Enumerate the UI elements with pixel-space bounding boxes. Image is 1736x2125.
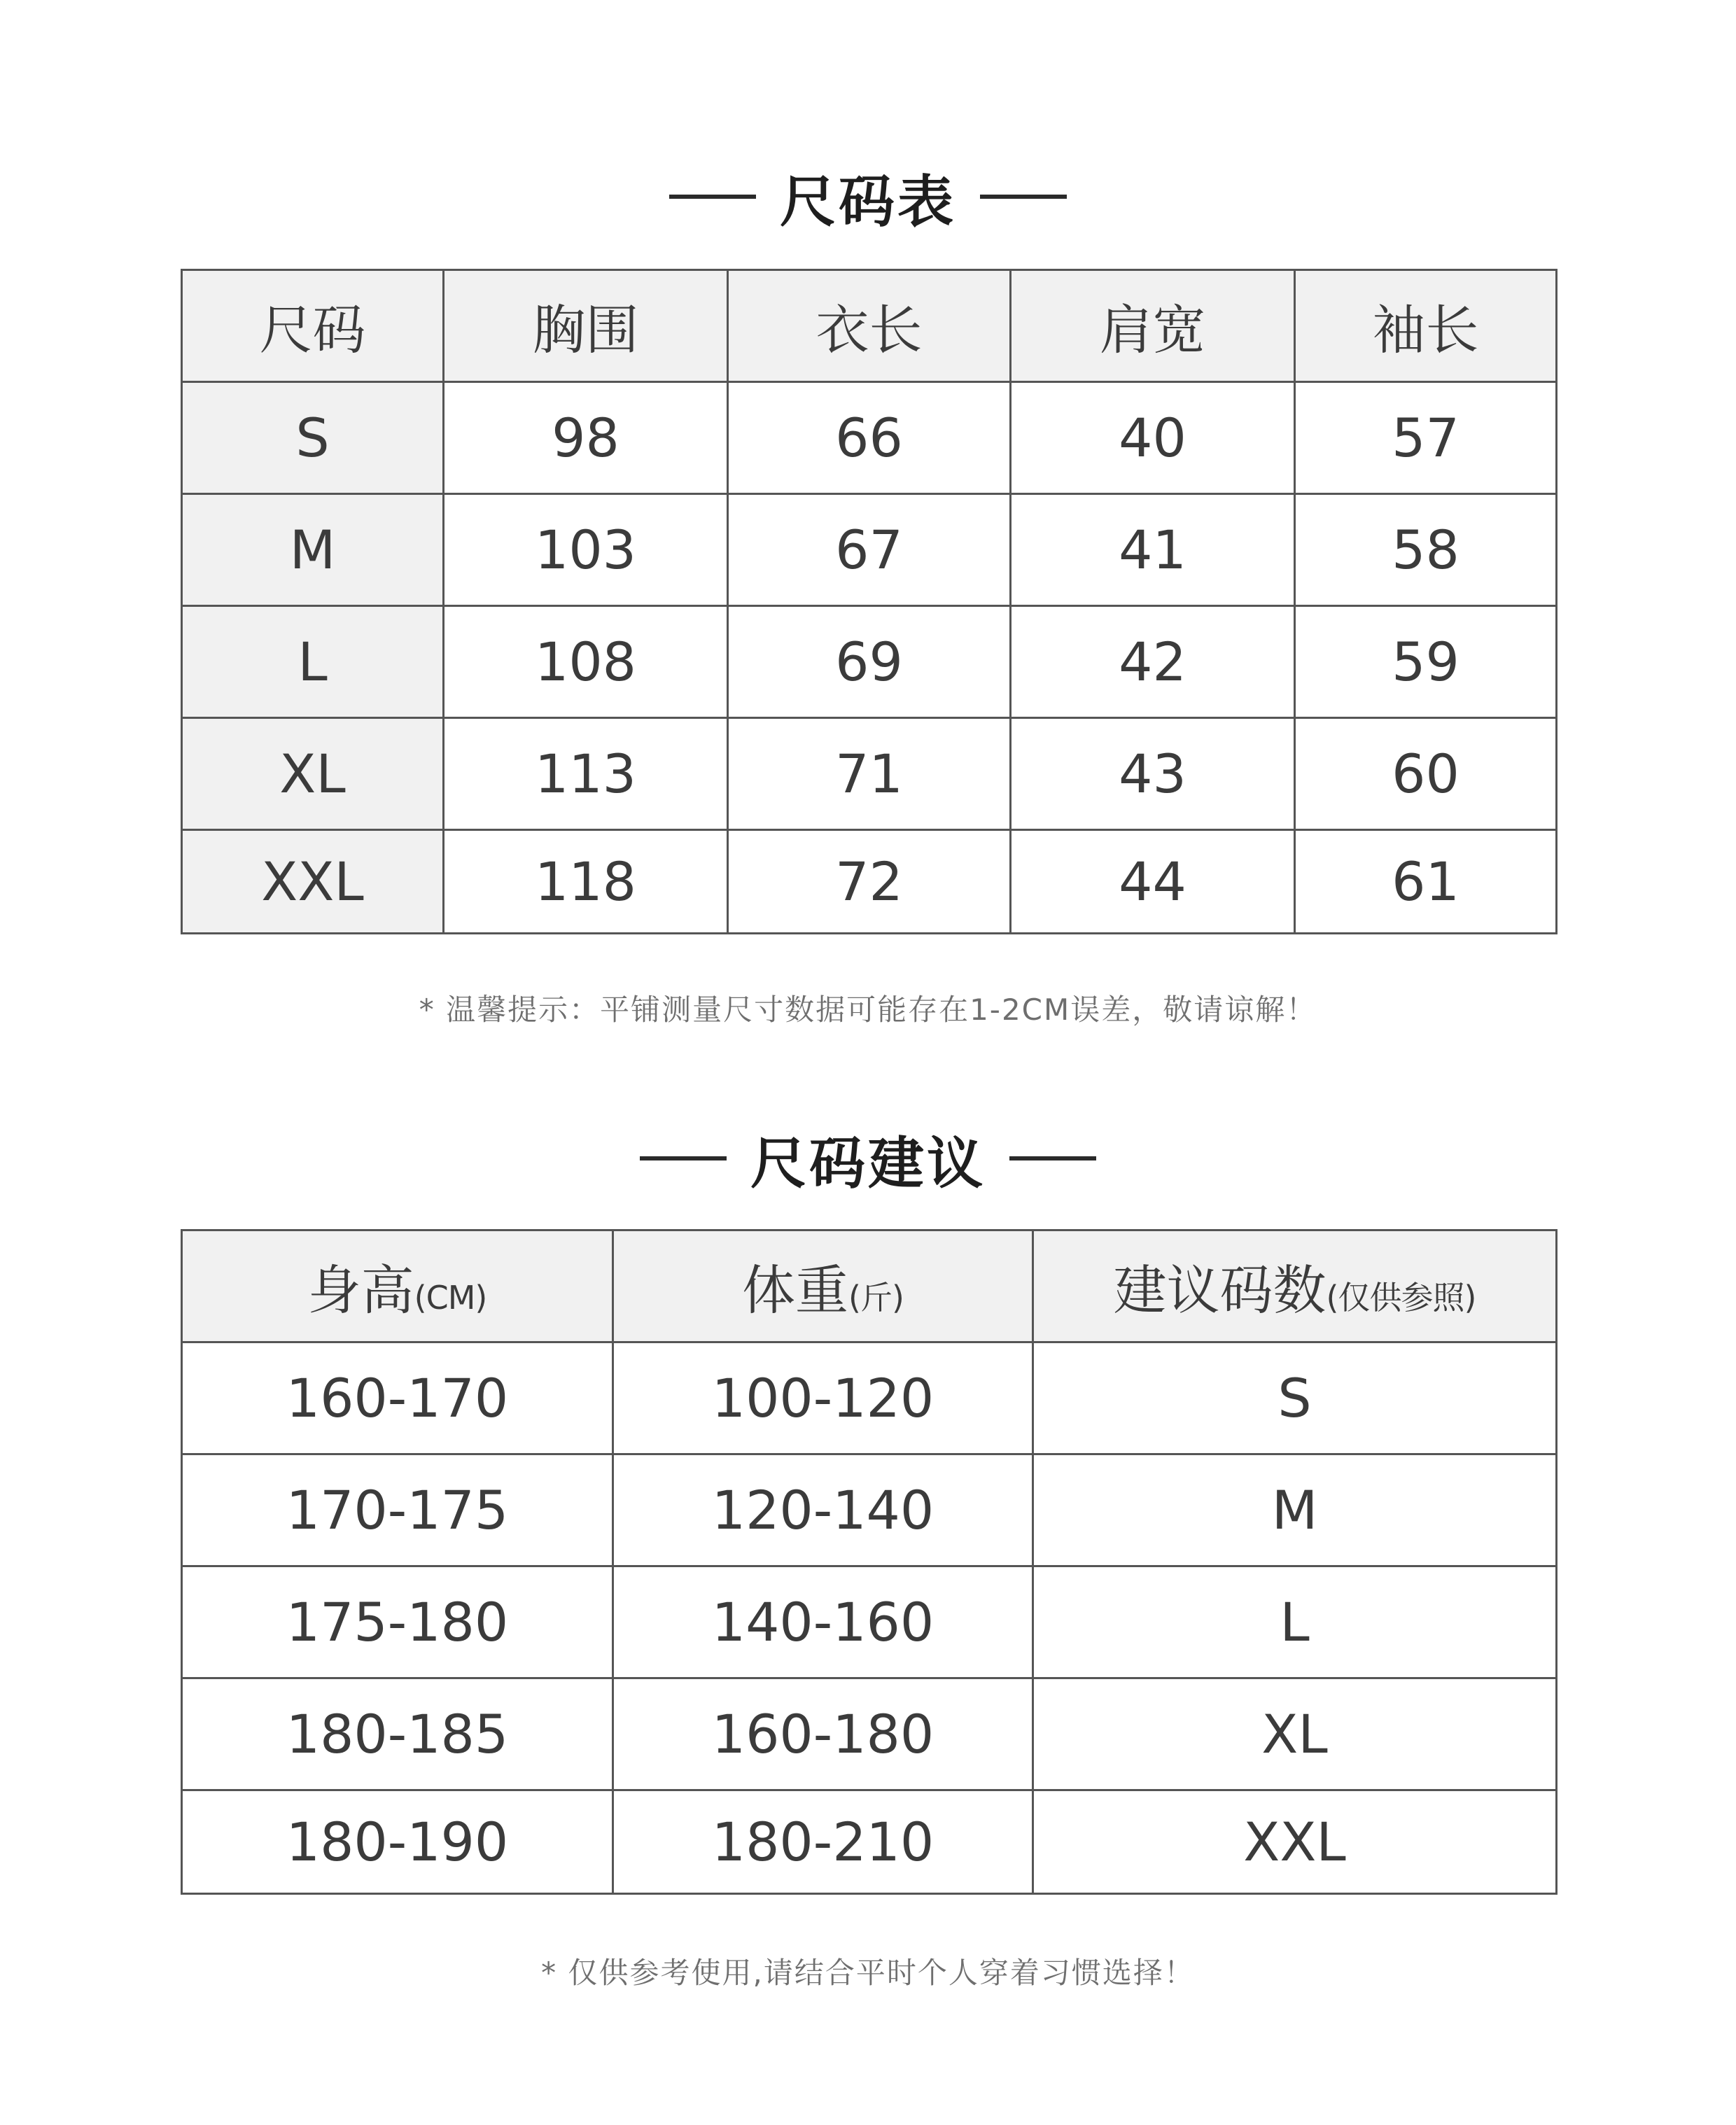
weight-cell: 180-210 <box>613 1790 1033 1894</box>
title-rule-left <box>669 195 756 199</box>
weight-cell: 140-160 <box>613 1566 1033 1678</box>
table-cell: 98 <box>444 382 728 494</box>
title-rule-right <box>1009 1156 1096 1160</box>
size-cell: XL <box>182 718 444 830</box>
size-cell: XXL <box>1033 1790 1557 1894</box>
table-row <box>182 718 1557 830</box>
size-cell: L <box>182 606 444 718</box>
weight-cell: 100-120 <box>613 1342 1033 1454</box>
size-cell: XXL <box>182 830 444 934</box>
size-cell: S <box>1033 1342 1557 1454</box>
size-chart-table <box>181 269 1558 934</box>
size-advice-title-text: 尺码建议 <box>750 1130 986 1196</box>
size-chart-title-text: 尺码表 <box>780 169 956 234</box>
table-row <box>182 1342 1557 1454</box>
table-cell: 71 <box>728 718 1011 830</box>
table-cell: 67 <box>728 494 1011 606</box>
measurement-note: * 温馨提示：平铺测量尺寸数据可能存在1-2CM误差，敬请谅解！ <box>419 993 1317 1027</box>
table-cell: 103 <box>444 494 728 606</box>
header-cell <box>1033 1230 1557 1342</box>
advice-note: * 仅供参考使用,请结合平时个人穿着习惯选择！ <box>541 1956 1195 1990</box>
table-cell: 40 <box>1011 382 1295 494</box>
size-cell: L <box>1033 1566 1557 1678</box>
table-cell: 113 <box>444 718 728 830</box>
table-cell: 72 <box>728 830 1011 934</box>
size-cell: XL <box>1033 1678 1557 1790</box>
size-advice-table <box>181 1229 1558 1895</box>
table-row <box>182 1454 1557 1566</box>
header-label: 身高 <box>307 1259 414 1321</box>
size-cell: M <box>182 494 444 606</box>
table-row <box>182 1678 1557 1790</box>
table-cell: 43 <box>1011 718 1295 830</box>
table-cell: 66 <box>728 382 1011 494</box>
size-chart-title <box>0 158 1736 235</box>
header-cell: 尺码 <box>182 270 444 382</box>
size-chart-header-row <box>182 270 1557 382</box>
table-cell: 61 <box>1295 830 1557 934</box>
table-cell: 57 <box>1295 382 1557 494</box>
table-row <box>182 606 1557 718</box>
size-cell: S <box>182 382 444 494</box>
height-cell: 180-190 <box>182 1790 613 1894</box>
table-row <box>182 382 1557 494</box>
height-cell: 170-175 <box>182 1454 613 1566</box>
header-cell: 衣长 <box>728 270 1011 382</box>
header-unit: (斤) <box>848 1279 904 1317</box>
table-cell: 59 <box>1295 606 1557 718</box>
header-cell <box>182 1230 613 1342</box>
size-advice-header-row <box>182 1230 1557 1342</box>
header-cell: 胸围 <box>444 270 728 382</box>
table-cell: 41 <box>1011 494 1295 606</box>
table-row <box>182 1790 1557 1894</box>
table-cell: 60 <box>1295 718 1557 830</box>
height-cell: 160-170 <box>182 1342 613 1454</box>
height-cell: 180-185 <box>182 1678 613 1790</box>
table-cell: 108 <box>444 606 728 718</box>
table-cell: 42 <box>1011 606 1295 718</box>
title-rule-left <box>640 1156 727 1160</box>
title-rule-right <box>980 195 1067 199</box>
table-cell: 118 <box>444 830 728 934</box>
header-unit: (仅供参照) <box>1326 1279 1476 1317</box>
weight-cell: 160-180 <box>613 1678 1033 1790</box>
header-label: 建议码数 <box>1113 1259 1326 1321</box>
weight-cell: 120-140 <box>613 1454 1033 1566</box>
table-cell: 44 <box>1011 830 1295 934</box>
size-cell: M <box>1033 1454 1557 1566</box>
height-cell: 175-180 <box>182 1566 613 1678</box>
table-row <box>182 494 1557 606</box>
header-cell: 肩宽 <box>1011 270 1295 382</box>
header-cell <box>613 1230 1033 1342</box>
table-row <box>182 830 1557 934</box>
header-unit: (CM) <box>414 1279 487 1317</box>
table-row <box>182 1566 1557 1678</box>
header-cell: 袖长 <box>1295 270 1557 382</box>
size-advice-title <box>0 1120 1736 1197</box>
header-label: 体重 <box>742 1259 849 1321</box>
table-cell: 69 <box>728 606 1011 718</box>
table-cell: 58 <box>1295 494 1557 606</box>
